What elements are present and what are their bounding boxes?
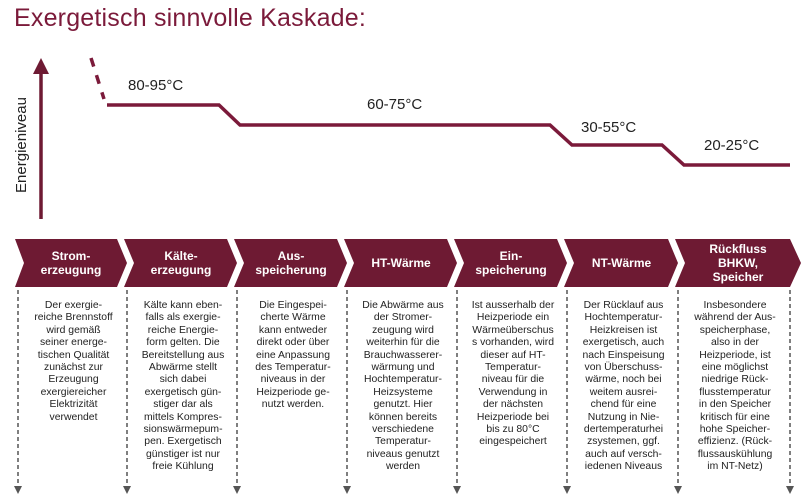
stage-label-text: Kälte- erzeugung (150, 249, 212, 277)
stage-label-ausspeicherung (244, 239, 338, 287)
temperature-label-3: 30-55°C (581, 119, 637, 136)
description-text: Insbesondere während der Aus- speicherphase, also in der Heizperiode, ist eine möglichst niedrige Rück- flusstemperatur in den Speicher kritisch für eine hohe Speicher- effizienz. (Rück- flussauskühlung im NT-Netz) (694, 300, 776, 473)
stage-label-stromerzeugung (24, 239, 118, 287)
stage-label-text: Rückfluss BHKW, Speicher (709, 242, 767, 284)
description-text: Der exergie- reiche Brennstoff wird gemäß seiner energe- tischen Qualität zunächst zur Erzeugung exergiereicher Elektrizität verwendet (34, 300, 113, 423)
stage-description-3 (241, 300, 345, 412)
description-text: Der Rücklauf aus Hochtemperatur- Heizkreisen ist exergetisch, auch nach Einspeisung von Überschuss- wärme, noch bei weitem ausrei- chend für eine Nutzung in Nie- dertemperaturhei zsystemen, ggf. auch auf versch- iedenen Niveaus (582, 300, 665, 473)
stage-label-text: NT-Wärme (591, 256, 652, 270)
stage-label-ht-waerme (354, 239, 448, 287)
description-text: Ist ausserhalb der Heizperiode ein Wärmeüberschus s vorhanden, wird dieser auf HT- Temperatur- niveau für die Verwendung in der nächsten Heizperiode bei bis zu 80°C eingespeichert (471, 300, 555, 448)
cascade-temperature-line (107, 105, 790, 165)
temperature-label-1: 80-95°C (128, 77, 184, 94)
stage-description-6 (571, 300, 676, 474)
description-text: Kälte kann eben- falls als exergie- reiche Energie- form gelten. Die Bereitstellung aus Abwärme stellt sich dabei exergetisch gün- stiger dar als mittels Kompres- sionswärmepum- pen. Exergetisch günstiger ist nur freie Kühlung (141, 300, 225, 473)
stage-label-rueckfluss (685, 239, 791, 287)
y-axis-label: Energieniveau (13, 97, 30, 193)
stage-description-5 (461, 300, 565, 449)
temperature-label-4: 20-25°C (704, 137, 760, 154)
energy-axis-arrowhead (33, 58, 49, 74)
stage-description-2 (131, 300, 235, 474)
stage-label-text: Aus- speicherung (255, 249, 327, 277)
stage-label-text: HT-Wärme (371, 256, 431, 270)
stage-description-1 (22, 300, 125, 424)
stage-description-7 (682, 300, 788, 474)
stage-label-kaelteerzeugung (134, 239, 228, 287)
page-title: Exergetisch sinnvolle Kaskade: (14, 4, 367, 32)
temperature-label-2: 60-75°C (367, 96, 423, 113)
separator-arrowheads (14, 486, 794, 494)
description-text: Die Abwärme aus der Stromer- zeugung wird weiterhin für die Brauchwasserer- wärmung und Hochtemperatur- Heizsysteme genutzt. Hier können bereits verschiedene Temperatur- niveaus genutzt werden (362, 300, 444, 473)
stage-label-nt-waerme (574, 239, 669, 287)
stage-label-text: Ein- speicherung (475, 249, 547, 277)
stage-description-4 (351, 300, 455, 474)
cascade-dashed-lead (91, 58, 104, 99)
stage-label-text: Strom- erzeugung (40, 249, 102, 277)
stage-label-einspeicherung (464, 239, 558, 287)
description-text: Die Eingespei- cherte Wärme kann entweder direkt oder über eine Anpassung des Temperatur- niveaus in der Heizperiode ge- nutzt werden. (255, 300, 331, 411)
